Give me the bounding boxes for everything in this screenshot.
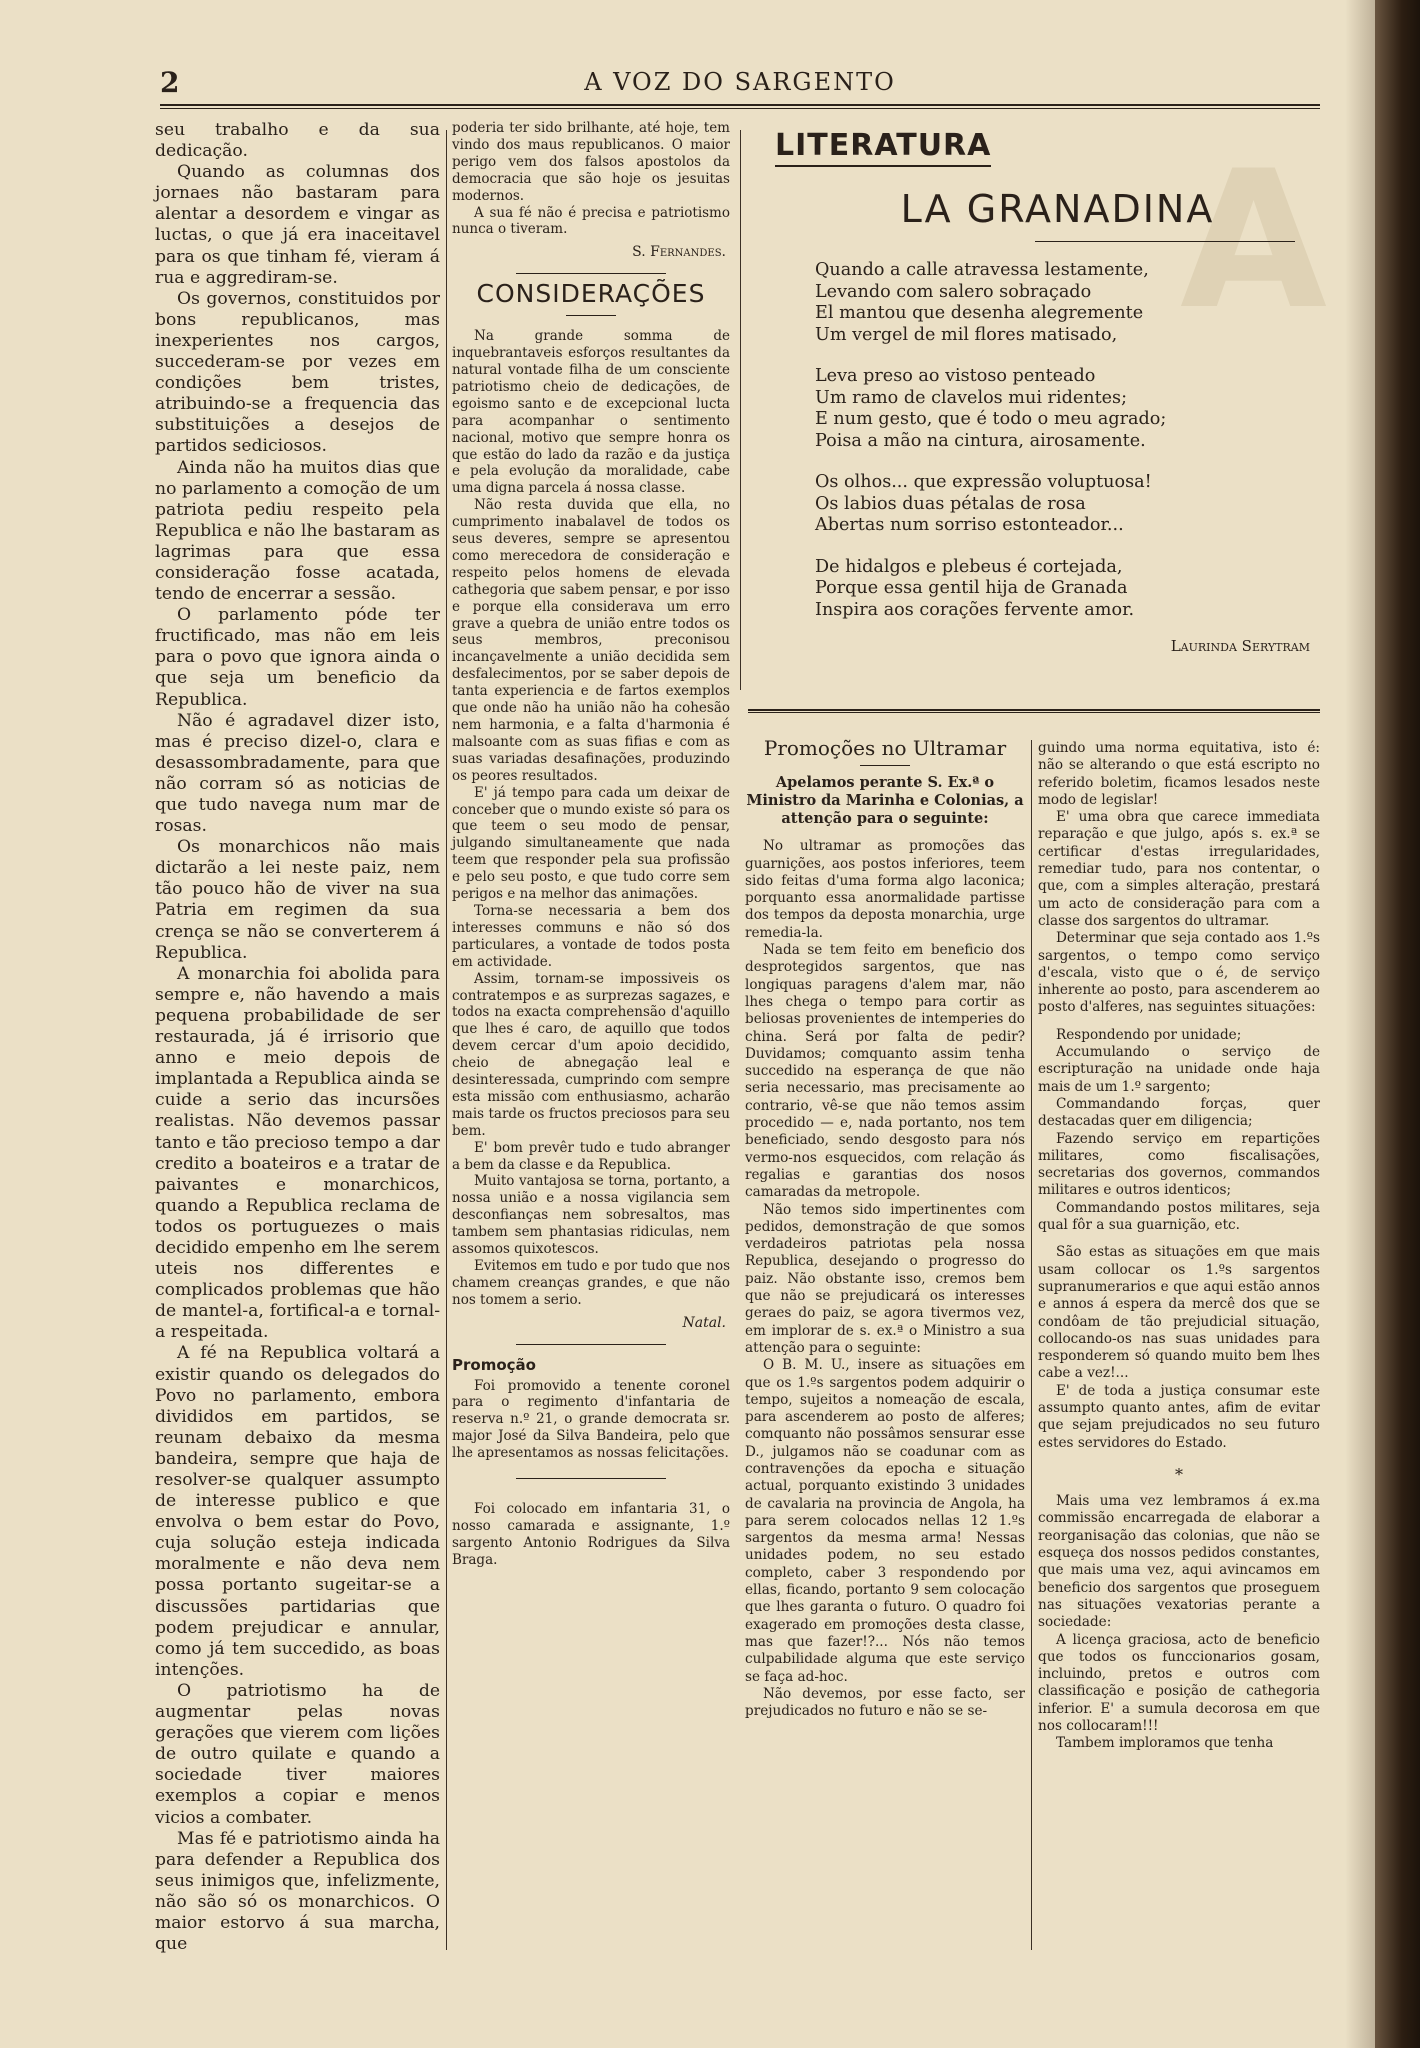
section-title-promocao: Promoção xyxy=(452,1355,536,1374)
separator-rule xyxy=(566,315,616,316)
paragraph: São estas as situações em que mais usam collocar os 1.ºs sargentos supranumerarios e que aqui estão annos e annos á espera da mercê dos que se condôam de tão prejudicial situação, collocando-os nas suas unidades para responderem só quando muito bem lhes cabe a vez!... xyxy=(1038,1244,1320,1382)
poem-line: De hidalgos e plebeus é cortejada, xyxy=(815,556,1123,577)
paragraph: Mais uma vez lembramos á ex.ma commissão encarregada de elaborar a reorganisação das colonias, que não se esqueça dos nossos pedidos constantes, que mais uma vez, aqui avincamos em beneficio dos sargentos que proseguem nas situações vexatorias perante a sociedade: xyxy=(1038,1493,1320,1631)
list-item: Commandando postos militares, seja qual fôr a sua guarnição, etc. xyxy=(1038,1199,1320,1234)
paragraph: guindo uma norma equitativa, isto é: não se alterando o que está escripto no referido boletim, ficamos lesados neste modo de legislar! xyxy=(1038,740,1320,808)
paragraph: Assim, tornam-se impossiveis os contratempos e as surprezas sagazes, e todos na exacta comprehensão d'aquillo que lhes é caro, de aquillo que todos devem cercar d'um apoio decidido, cheio de abnegação leal e desinteressada, cumprindo com sempre esta missão com enthusiasmo, acharão mais tarde os fructos preciosos para seu bem. xyxy=(452,970,730,1139)
column-divider xyxy=(446,130,447,1950)
paragraph: O patriotismo ha de augmentar pelas novas gerações que vierem com lições de outro quilate e quando a sociedade tiver maiores exemplos a copiar e menos vicios a combater. xyxy=(155,1680,440,1828)
poem-body xyxy=(815,260,1320,621)
poem-line: Os olhos... que expressão voluptuosa! xyxy=(815,472,1152,492)
column-divider xyxy=(740,130,741,690)
separator-rule xyxy=(516,1478,666,1479)
paragraph: seu trabalho e da sua dedicação. xyxy=(155,120,440,162)
separator-rule xyxy=(860,765,910,766)
paragraph: Ainda não ha muitos dias que no parlamento a comoção de um patriota pediu respeito pela Republica e não lhe bastaram as lagrimas para que essa consideração fosse acatada, tendo de encerrar a sessão. xyxy=(155,457,440,605)
page-number: 2 xyxy=(160,66,180,99)
paragraph: O B. M. U., insere as situações em que os 1.ºs sargentos podem adquirir o tempo, sujeitos a nomeação de escala, para ascenderem ao posto de alferes; comquanto não possâmos sensurar esse D., julgamos não se coadunar com as contravenções da epocha e situação actual, porquanto existindo 3 unidades de cavalaria na provincia de Angola, ha para serem colocados nellas 12 1.ºs sargentos da mesma arma! Nessas unidades podem, no seu estado completo, caber 3 respondendo por ellas, ficando, portanto 9 sem colocação que lhes garanta o futuro. O quadro foi exagerado em promoções desta classe, mas que fazer!?... Nós não temos culpabilidade alguma que este serviço se faça ad-hoc. xyxy=(745,1357,1025,1685)
poem-title: LA GRANADINA xyxy=(900,187,1215,231)
paragraph: A monarchia foi abolida para sempre e, não havendo a mais pequena probabilidade de ser restaurada, já é irrisorio que anno e meio depois de implantada a Republica ainda se cuide a serio das incursões realistas. Não devemos passar tanto e tão precioso tempo a dar credito a boateiros e a tratar de paivantes e monarchicos, quando a Republica reclama de todos os portuguezes o mais decidido empenho em lhe serem uteis nos differentes e complicados problemas que hão de mantel-a, fortifical-a e tornal-a respeitada. xyxy=(155,963,440,1343)
paragraph: E' bom prevêr tudo e tudo abranger a bem da classe e da Republica. xyxy=(452,1139,730,1173)
book-binding xyxy=(1375,0,1420,2048)
paragraph: Mas fé e patriotismo ainda ha para defender a Republica dos seus inimigos que, infelizmente, não são só os monarchicos. O maior estorvo á sua marcha, que xyxy=(155,1828,440,1955)
paragraph: Torna-se necessaria a bem dos interesses communs e não só dos particulares, a vontade de todos posta em actividade. xyxy=(452,902,730,970)
paragraph: E' uma obra que carece immediata reparação e que julgo, após s. ex.ª se certificar d'estas irregularidades, remediar tudo, para nos contentar, o que, com a simples alteração, prestará um acto de consideração para com a classe dos sargentos do ultramar. xyxy=(1038,809,1320,929)
separator-rule xyxy=(516,1344,666,1345)
paragraph: Na grande somma de inquebrantaveis esforços resultantes da natural vontade filha de um consciente patriotismo cheio de dedicações, de egoismo santo e de excepcional lucta para acompanhar o sentimento nacional, motivo que sempre honra os que estão do lado da razão e da justiça e pela evolução da moralidade, cabe uma digna parcela á nossa classe. xyxy=(452,328,730,497)
signature-fernandes: S. Fernandes. xyxy=(632,244,726,261)
paragraph: A licença graciosa, acto de beneficio que todos os funccionarios gosam, incluindo, pretos e outros com classificação e posição de cathegoria inferior. E' a sumula decorosa em que nos collocaram!!! xyxy=(1038,1631,1320,1735)
poem-line: Abertas num sorriso estonteador... xyxy=(815,515,1124,535)
paragraph: Não é agradavel dizer isto, mas é preciso dizel-o, clara e desassombradamente, para que não corram só as noticias de que tudo navega num mar de rosas. xyxy=(155,710,440,837)
paragraph: Nada se tem feito em beneficio dos desprotegidos sargentos, que nas longiquas paragens d'alem mar, não lhes chega o tempo para cortir as beliosas provenientes de intemperies do china. Será por falta de pedir? Duvidamos; comquanto assim tenha succedido na esperança de que não seria necessario, mas precisamente ao contrario, vê-se que não temos assim procedido — e, nada portanto, nos tem beneficiado, sendo desgosto para nós vermo-nos esquecidos, com relação ás regalias e garantias dos nosos camaradas da metropole. xyxy=(745,942,1025,1201)
poem-title-rule xyxy=(1035,241,1295,242)
section-title-consideracoes: CONSIDERAÇÕES xyxy=(476,279,706,309)
literatura-section xyxy=(755,128,1320,655)
header-rule xyxy=(160,104,1320,109)
poem-line: El mantou que desenha alegremente xyxy=(815,303,1144,323)
column-ultramar-right xyxy=(1038,740,1320,1753)
paragraph: Foi promovido a tenente coronel para o regimento d'infantaria de reserva n.º 21, o grande democrata sr. major José da Silva Bandeira, pelo que lhe apresentamos as nossas felicitações. xyxy=(452,1377,730,1462)
poem-line: Um ramo de clavelos mui ridentes; xyxy=(815,387,1128,408)
paragraph: Muito vantajosa se torna, portanto, a nossa união e a nossa vigilancia sem desconfianças nem sobresaltos, mas tambem sem phantasias ridiculas, nem assomos quixotescos. xyxy=(452,1173,730,1258)
list-item: Commandando forças, quer destacadas quer em diligencia; xyxy=(1038,1095,1320,1130)
paragraph: Evitemos em tudo e por tudo que nos chamem creanças grandes, e que não nos tomem a serio. xyxy=(452,1258,730,1308)
paragraph: poderia ter sido brilhante, até hoje, tem vindo dos maus republicanos. O maior perigo vem dos falsos apostolos da democracia que são hoje os jesuitas modernos. xyxy=(452,120,730,204)
section-title-ultramar: Promoções no Ultramar xyxy=(763,736,1007,760)
page-header xyxy=(160,64,1320,104)
poem-line: Um vergel de mil flores matisado, xyxy=(815,324,1118,345)
paragraph: O parlamento póde ter fructificado, mas não em leis para o povo que ignora ainda o que seja um beneficio da Republica. xyxy=(155,605,440,710)
paragraph: Não temos sido impertinentes com pedidos, demonstração de que somos verdadeiros patriotas pela nossa Republica, desejando o progresso do paiz. Não obstante isso, cremos bem que não se prejudicará os interesses geraes do paiz, se agora tivermos vez, em implorar de s. ex.ª o Ministro a sua attenção para o seguinte: xyxy=(745,1201,1025,1356)
page-edge-shadow xyxy=(1345,0,1375,2048)
poem-line: Quando a calle atravessa lestamente, xyxy=(815,260,1149,280)
paragraph: Os monarchicos não mais dictarão a lei neste paiz, nem tão pouco hão de viver na sua Patria em regimen da sua crença se não se converterem á Republica. xyxy=(155,837,440,963)
section-ornament: * xyxy=(1175,1464,1183,1484)
masthead: A VOZ DO SARGENTO xyxy=(584,68,896,96)
poem-line: Levando com salero sobraçado xyxy=(815,281,1092,302)
list-item: Respondendo por unidade; xyxy=(1056,1026,1242,1043)
list-item: Fazendo serviço em repartições militares, como fiscalisações, secretarias dos governos, commandos militares e outros identicos; xyxy=(1038,1130,1320,1199)
poem-stanza xyxy=(815,260,1320,346)
poem-line: E num gesto, que é todo o meu agrado; xyxy=(815,409,1167,429)
poem-line: Inspira aos corações fervente amor. xyxy=(815,599,1135,620)
list-item: Accumulando o serviço de escripturação na unidade onde haja mais de um 1.º sargento; xyxy=(1038,1044,1320,1095)
paragraph: Não devemos, por esse facto, ser prejudicados no futuro e não se se- xyxy=(745,1685,1025,1720)
poem-line: Porque essa gentil hija de Granada xyxy=(815,578,1128,598)
paragraph: Tambem imploramos que tenha xyxy=(1056,1735,1274,1752)
section-title-literatura: LITERATURA xyxy=(775,128,991,167)
section-rule xyxy=(748,709,1320,713)
poem-stanza xyxy=(815,557,1320,622)
paragraph: No ultramar as promoções das guarnições, aos postos inferiores, teem sido feitas d'uma forma algo laconica; porquanto essa anormalidade partisse dos tempos da deposta monarchia, urge remedia-la. xyxy=(745,838,1025,941)
paragraph: Os governos, constituidos por bons republicanos, mas inexperientes nos cargos, succederam-se por vezes em condições bem tristes, atribuindo-se a frequencia das substituições a desejos de partidos sediciosos. xyxy=(155,288,440,457)
paragraph: Não resta duvida que ella, no cumprimento inabalavel de todos os seus deveres, sempre se apresentou como merecedora de consideração e respeito pelos homens de elevada cathegoria que sabem pensar, e por isso e porque ella considerava um erro grave a quebra de união entre todos os seus membros, preconisou incançavelmente a união decidida sem desfalecimentos, por se saber depois de tanta experiencia e de fartos exemplos que onde não ha união não ha cohesão nem harmonia, e a falta d'harmonia é malsoante com as suas fifias e com as suas variadas desafinações, produzindo os peores resultados. xyxy=(452,497,730,784)
poem-stanza xyxy=(815,472,1320,537)
poem-line: Os labios duas pétalas de rosa xyxy=(815,493,1086,514)
bleed-through-letter: A xyxy=(1180,130,1328,351)
paragraph: Determinar que seja contado aos 1.ºs sargentos, o tempo como serviço d'escala, visto que o é, de serviço inherente ao posto, para ascenderem ao posto d'alferes, nas seguintes situações: xyxy=(1038,930,1320,1016)
paragraph: A sua fé não é precisa e patriotismo nunca o tiveram. xyxy=(452,204,730,238)
signature-natal: Natal. xyxy=(682,1314,726,1331)
poem-line: Poisa a mão na cintura, airosamente. xyxy=(815,430,1146,451)
paragraph: Quando as columnas dos jornaes não bastaram para alentar a desordem e vingar as luctas, o que já era inaceitavel para os que tinham fé, vieram á rua e aggrediram-se. xyxy=(155,162,440,288)
appeal-heading: Apelamos perante S. Ex.ª o Ministro da Marinha e Colonias, a attenção para o seguinte: xyxy=(746,774,1024,828)
paragraph: Foi colocado em infantaria 31, o nosso camarada e assignante, 1.º sargento Antonio Rodrigues da Silva Braga. xyxy=(452,1501,730,1568)
poem-stanza xyxy=(815,366,1320,452)
paragraph: E' já tempo para cada um deixar de conceber que o mundo existe só para os que teem o seu modo de pensar, julgando simultaneamente que nada teem que responder pela sua profissão e pelo seu posto, e que tudo corre sem perigos e na melhor das animações. xyxy=(452,784,730,903)
column-consideracoes xyxy=(452,120,730,1569)
column-divider xyxy=(1031,740,1032,1950)
column-ultramar-left xyxy=(745,736,1025,1720)
poem-author: Laurinda Serytram xyxy=(1170,637,1310,655)
paragraph: E' de toda a justiça consumar este assumpto quanto antes, afim de evitar que sejam prejudicados no seu futuro estes servidores do Estado. xyxy=(1038,1382,1320,1451)
situations-list xyxy=(1038,1027,1320,1235)
paragraph: A fé na Republica voltará a existir quando os delegados do Povo no parlamento, embora divididos em partidos, se reunam debaixo da mesma bandeira, sempre que haja de resolver-se qualquer assumpto de interesse publico e que envolva o bem estar do Povo, cuja solução esteja indicada moralmente e não deva nem possa portanto sugeitar-se a discussões partidarias que podem prejudicar e annular, como já tem succedido, as boas intenções. xyxy=(155,1343,440,1680)
separator-rule xyxy=(516,273,666,274)
poem-line: Leva preso ao vistoso penteado xyxy=(815,366,1096,386)
column-editorial xyxy=(155,120,440,1955)
